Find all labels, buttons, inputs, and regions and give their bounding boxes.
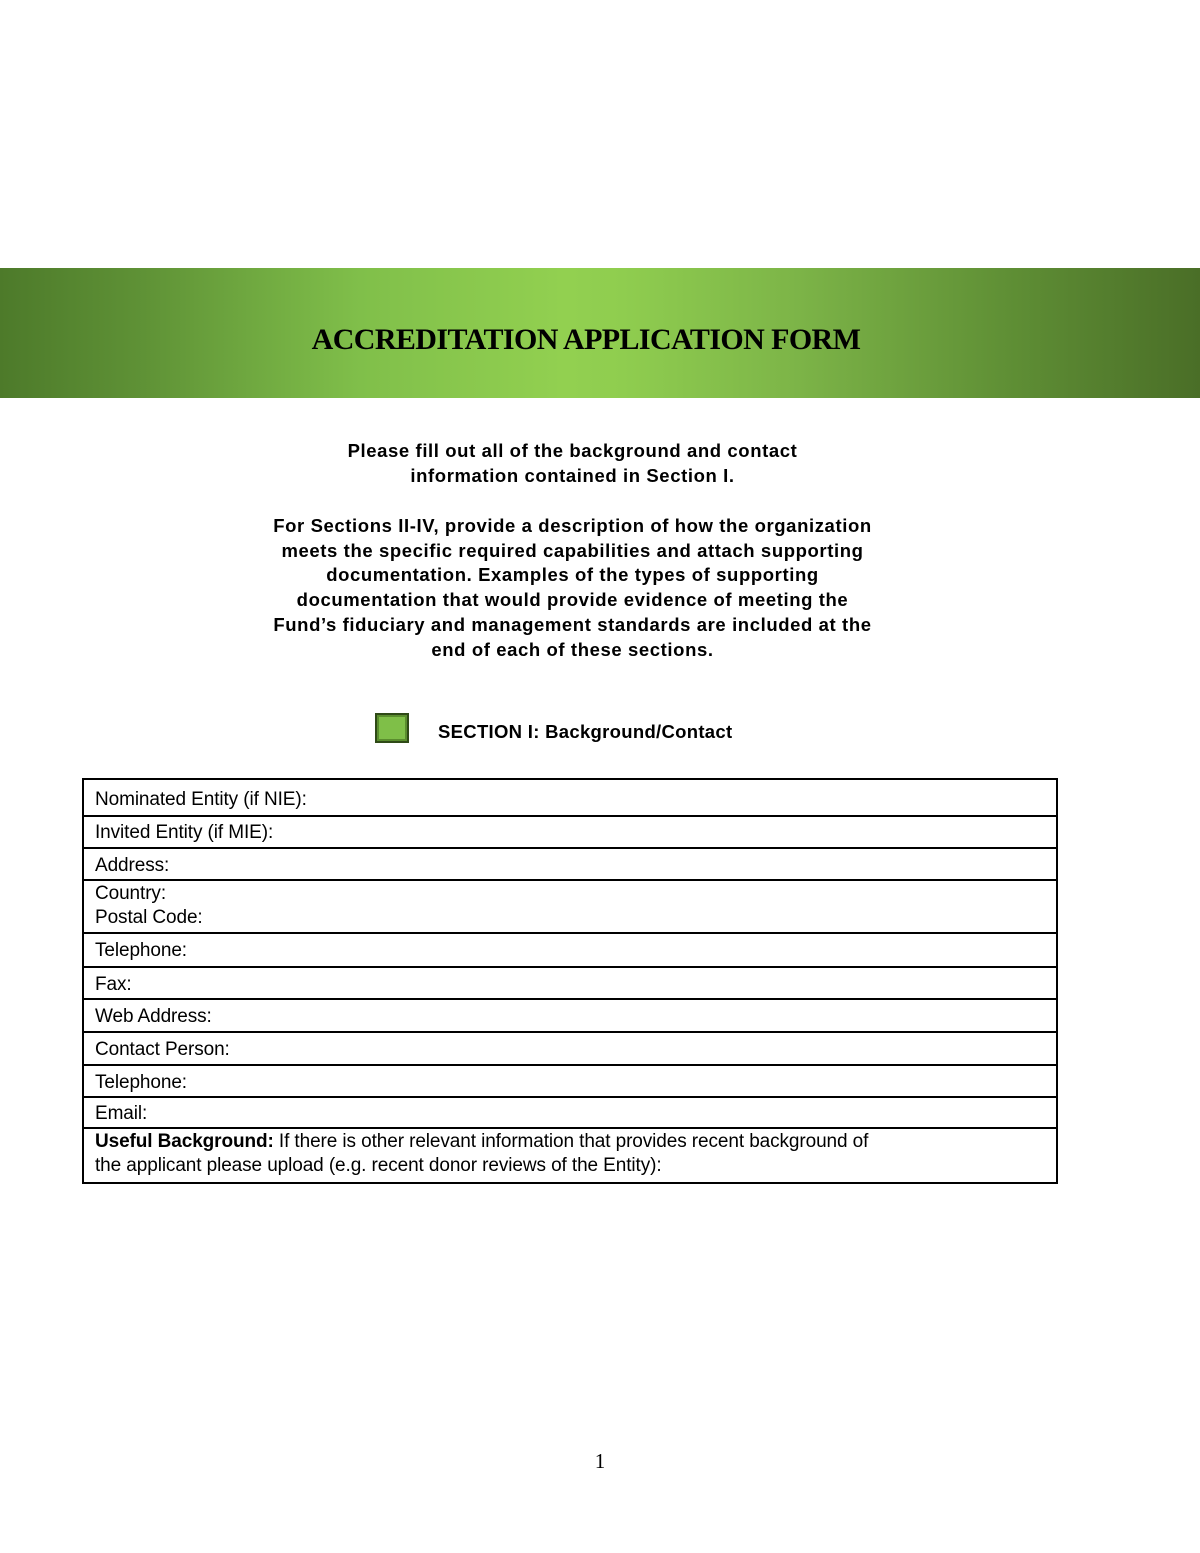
email-label: Email: [95, 1103, 148, 1124]
invited-entity-field[interactable] [84, 815, 1056, 847]
useful-background-text: If there is other relevant information that provides recent background of [273, 1131, 869, 1152]
background-contact-form [82, 778, 1058, 1184]
contact-telephone-field[interactable] [84, 1064, 1056, 1096]
intro-line: end of each of these sections. [431, 638, 714, 660]
section-heading: SECTION I: Background/Contact [438, 721, 733, 742]
intro-line: meets the specific required capabilities and attach supporting [281, 539, 864, 561]
web-address-field[interactable] [84, 998, 1056, 1031]
telephone-label: Telephone: [95, 940, 187, 961]
email-field[interactable] [84, 1096, 1056, 1127]
intro-line: Fund’s fiduciary and management standards are included at the [273, 613, 872, 635]
useful-background-field[interactable] [84, 1127, 1056, 1182]
intro-line: documentation. Examples of the types of supporting [326, 564, 819, 586]
fax-label: Fax: [95, 974, 132, 995]
invited-entity-label: Invited Entity (if MIE): [95, 822, 274, 843]
nominated-entity-label: Nominated Entity (if NIE): [95, 789, 307, 810]
intro-line: information contained in Section I. [410, 464, 735, 486]
contact-person-field[interactable] [84, 1031, 1056, 1064]
country-postal-field[interactable] [84, 879, 1056, 932]
page-number: 1 [594, 1449, 606, 1473]
contact-person-label: Contact Person: [95, 1039, 230, 1060]
web-address-label: Web Address: [95, 1006, 212, 1027]
contact-telephone-label: Telephone: [95, 1072, 187, 1093]
country-label: Country: [95, 883, 167, 904]
address-field[interactable] [84, 847, 1056, 879]
form-title: ACCREDITATION APPLICATION FORM [311, 323, 861, 356]
useful-background-line-1 [95, 1130, 1056, 1154]
useful-background-line-2: the applicant please upload (e.g. recent donor reviews of the Entity): [95, 1155, 662, 1176]
telephone-field[interactable] [84, 932, 1056, 966]
fax-field[interactable] [84, 966, 1056, 998]
intro-paragraph-2 [0, 514, 1145, 662]
nominated-entity-field[interactable] [84, 780, 1056, 815]
section-marker-icon [375, 713, 409, 743]
intro-line: Please fill out all of the background and contact [347, 440, 798, 461]
intro-line: documentation that would provide evidence of meeting the [296, 589, 849, 611]
address-label: Address: [95, 855, 170, 876]
intro-paragraph-1 [0, 439, 1145, 488]
intro-line: For Sections II-IV, provide a description of how the organization [273, 515, 872, 536]
postal-code-label: Postal Code: [95, 907, 203, 928]
useful-background-label: Useful Background: [95, 1131, 274, 1152]
